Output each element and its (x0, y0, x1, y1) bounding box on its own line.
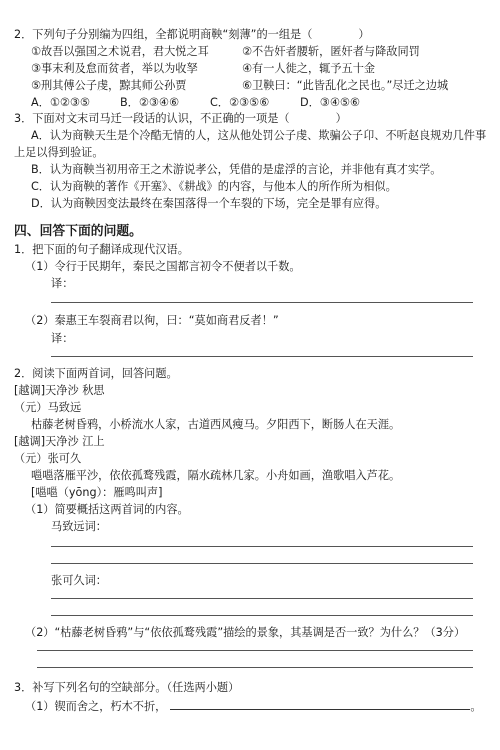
s4-q2-stem: 2．阅读下面两首词，回答问题。 (14, 367, 178, 380)
q2-item-2: ②不告奸者腰斩，匿奸者与降敌同罚 (242, 45, 420, 58)
s4-q1-stem: 1．把下面的句子翻译成现代汉语。 (14, 243, 189, 256)
q3-option-d[interactable]: D．认为商鞅因变法最终在秦国落得一个车裂的下场，完全是罪有应得。 (31, 197, 387, 210)
s4-q3-sentence-1: （1）锲而舍之，朽木不折， 。 (25, 700, 482, 713)
poem-2-title: [越调]天净沙 江上 (14, 435, 105, 448)
poem-1-author: （元）马致远 (14, 401, 82, 414)
q3-option-b[interactable]: B．认为商鞅当初用帝王之术游说孝公，凭借的是虚浮的言论，并非他有真才实学。 (31, 163, 442, 176)
q2-item-3: ③事末利及怠而贫者，举以为收孥 (31, 62, 198, 75)
answer-line-8[interactable] (37, 667, 473, 668)
fill-blank-1[interactable] (170, 699, 470, 710)
poem-1-text: 枯藤老树昏鸦，小桥流水人家，古道西风瘦马。夕阳西下，断肠人在天涯。 (31, 418, 401, 431)
poem-2-text: 嗈嗈落雁平沙，依依孤鹜残霞，隔水疏林几家。小舟如画，渔歌唱入芦花。 (31, 469, 401, 482)
s4-q1-sentence-1: （1）令行于民期年，秦民之国都言初令不便者以千数。 (25, 260, 301, 273)
q2-option-c[interactable]: C．②③⑤⑥ (210, 96, 270, 109)
q2-item-6: ⑥卫鞅曰：“此皆乱化之民也。”尽迁之边城 (242, 79, 449, 92)
s4-q1-sentence-2: （2）秦惠王车裂商君以徇，曰：“莫如商君反者！” (25, 314, 279, 327)
q3-option-a-cont: 上足以得到验证。 (14, 146, 104, 159)
answer-line-2[interactable] (51, 356, 473, 357)
q3-stem: 3．下面对文末司马迁一段话的认识，不正确的一项是（ ） (14, 112, 347, 125)
answer-line-3[interactable] (51, 546, 473, 547)
q2-option-d[interactable]: D．③④⑤⑥ (300, 96, 360, 109)
s4-q2-sub2: （2）“枯藤老树昏鸦”与“依依孤鹜残霞”描绘的景象，其基调是否一致？为什么？（3分） (25, 626, 466, 639)
q2-option-a[interactable]: A．①②③⑤ (31, 96, 90, 109)
q2-item-5: ⑤刑其傅公子虔，黥其师公孙贾 (31, 79, 187, 92)
poem-1-title: [越调]天净沙 秋思 (14, 384, 105, 397)
q3-option-a[interactable]: A．认为商鞅天生是个冷酷无情的人，这从他处罚公子虔、欺骗公子卬、不听赵良规劝几件事 (31, 129, 487, 142)
s4-q1-yi-label-1: 译： (51, 277, 74, 290)
poem-2-author: （元）张可久 (14, 452, 82, 465)
q2-option-b[interactable]: B．②③④⑥ (120, 96, 179, 109)
label-zhang-kejiu: 张可久词： (51, 574, 107, 587)
answer-line-1[interactable] (51, 302, 473, 303)
answer-line-5[interactable] (51, 598, 473, 599)
s4-q2-sub1: （1）简要概括这两首词的内容。 (25, 503, 189, 516)
s4-q3-stem: 3．补写下列名句的空缺部分。（任选两小题） (14, 681, 240, 694)
label-ma-zhiyuan: 马致远词： (51, 520, 107, 533)
answer-line-6[interactable] (51, 615, 473, 616)
q2-stem: 2．下列句子分别编为四组，全都说明商鞅“刻薄”的一组是（ ） (14, 28, 370, 41)
poem-note: [嗈嗈（yōng）：雁鸣叫声] (31, 486, 163, 499)
s4-q1-yi-label-2: 译： (51, 332, 74, 345)
answer-line-7[interactable] (37, 650, 473, 651)
q3-option-c[interactable]: C．认为商鞅的著作《开塞》、《耕战》的内容，与他本人的所作所为相似。 (31, 180, 397, 193)
section-4-title: 四、回答下面的问题。 (14, 224, 142, 239)
answer-line-4[interactable] (51, 563, 473, 564)
q2-item-1: ①故吾以强国之术说君，君大悦之耳 (31, 45, 209, 58)
q2-item-4: ④有一人徙之，辄予五十金 (242, 62, 376, 75)
